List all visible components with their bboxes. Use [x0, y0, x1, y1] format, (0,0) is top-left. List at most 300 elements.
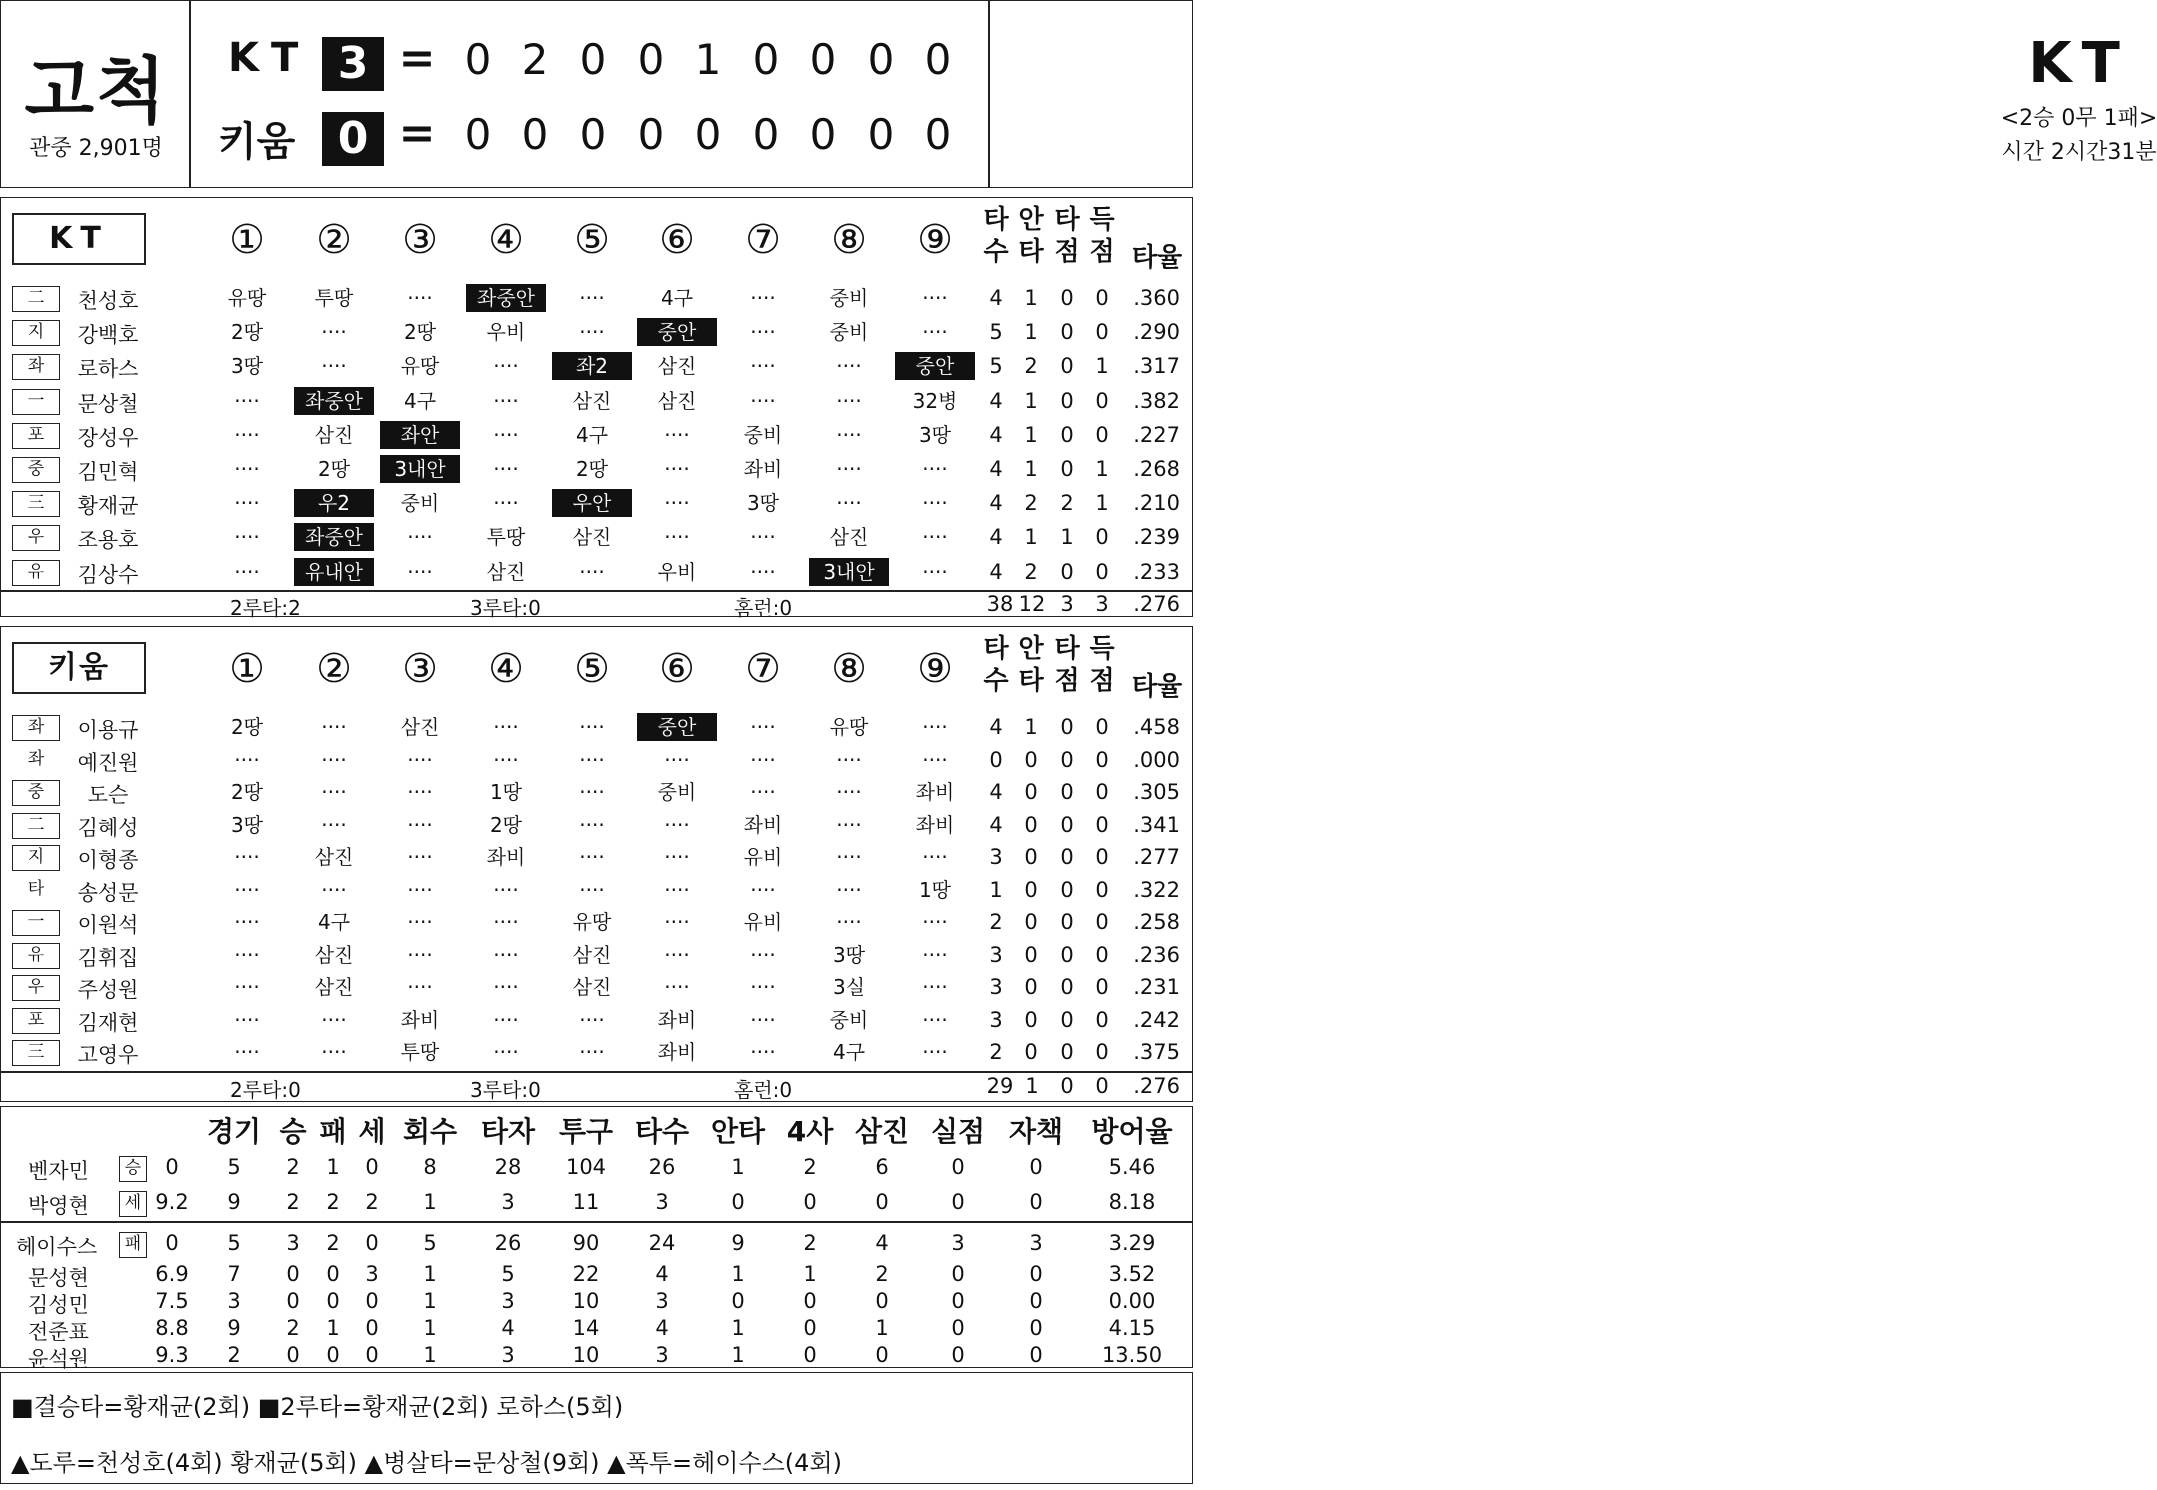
at-bat-result: ···· [836, 388, 862, 413]
at-bat-result: ···· [836, 422, 862, 447]
at-bat-result-hit: 좌안 [380, 421, 460, 449]
batter-position: 一 [12, 910, 60, 936]
batter-stat-r: 1 [1095, 354, 1109, 379]
stat-header-bottom: 타 [1018, 666, 1044, 696]
pitcher-decision: 승 [119, 1156, 147, 1182]
pitcher-stat: 26 [648, 1155, 676, 1179]
pitcher-stat: 2 [803, 1231, 817, 1255]
pitcher-stat: 13.50 [1101, 1343, 1163, 1367]
team-total-r: 0 [1095, 1074, 1109, 1098]
batter-stat-ab: 3 [989, 1007, 1003, 1032]
batter-avg: .000 [1133, 747, 1180, 772]
batter-stat-h: 0 [1024, 975, 1038, 999]
batter-avg: .360 [1133, 286, 1180, 310]
at-bat-result: ···· [234, 422, 260, 447]
batter-stat-r: 0 [1095, 845, 1109, 869]
batter-stat-ab: 4 [989, 715, 1003, 739]
linescore-inning-score: 0 [694, 110, 722, 159]
stat-header-bottom: 타 [1018, 237, 1044, 267]
pitcher-stat: 1 [731, 1262, 745, 1286]
pitcher-stat: 4.15 [1108, 1316, 1156, 1340]
kiwoom-team-label: 키움 [12, 642, 146, 694]
batter-stat-h: 0 [1024, 1007, 1038, 1032]
stat-header-bottom: 점 [1089, 666, 1115, 696]
pitcher-stat: 1 [423, 1190, 437, 1214]
at-bat-result: ···· [321, 1040, 347, 1064]
pitcher-stat: 1 [326, 1155, 340, 1179]
at-bat-result: 32병 [912, 388, 958, 413]
at-bat-result: ···· [579, 559, 605, 584]
pitcher-stat: 0 [803, 1343, 817, 1367]
at-bat-result-hit: 우2 [294, 489, 374, 517]
pitcher-stat: 2 [286, 1316, 300, 1340]
inning-header-circle: ② [316, 217, 352, 263]
batter-name: 김상수 [77, 562, 139, 587]
pitcher-stat: 90 [572, 1231, 600, 1255]
batter-avg: .341 [1133, 812, 1180, 837]
at-bat-result: ···· [493, 910, 519, 934]
at-bat-result: ···· [750, 1040, 776, 1064]
batter-avg: .290 [1133, 320, 1180, 345]
at-bat-result: ···· [234, 877, 260, 902]
batter-stat-r: 0 [1095, 715, 1109, 739]
batter-name: 이원석 [77, 913, 139, 937]
batter-avg: .210 [1133, 491, 1180, 516]
pitcher-stat: 2 [326, 1190, 340, 1214]
batter-stat-h: 0 [1024, 747, 1038, 772]
at-bat-result: ···· [664, 491, 690, 516]
pitching-header: 4사 [786, 1115, 834, 1148]
pitcher-stat: 3.52 [1108, 1262, 1156, 1286]
at-bat-result: ···· [493, 388, 519, 413]
pitcher-stat: 9 [227, 1190, 241, 1214]
inning-header-circle: ② [316, 646, 352, 692]
stat-header-top: 안 [1018, 634, 1044, 664]
linescore-box [190, 0, 990, 188]
pitcher-stat: 10 [572, 1289, 600, 1313]
inning-header-circle: ⑨ [917, 217, 953, 263]
at-bat-result-hit: 좌2 [552, 352, 632, 380]
at-bat-result: ···· [579, 286, 605, 310]
batter-stat-h: 0 [1024, 780, 1038, 804]
at-bat-result: ···· [579, 845, 605, 869]
at-bat-result: ···· [922, 559, 948, 584]
at-bat-result-hit: 유내안 [294, 558, 374, 586]
at-bat-result: ···· [664, 877, 690, 902]
at-bat-result: 삼진 [572, 388, 612, 413]
pitcher-stat: 2 [286, 1190, 300, 1214]
pitcher-stat: 0 [731, 1190, 745, 1214]
batter-name: 예진원 [77, 750, 139, 775]
at-bat-result: ···· [750, 559, 776, 584]
at-bat-result: ···· [407, 910, 433, 934]
batter-name: 김혜성 [77, 815, 139, 840]
at-bat-result: ···· [407, 780, 433, 804]
pitcher-stat: 3 [1029, 1231, 1043, 1255]
inning-header-circle: ⑧ [831, 646, 867, 692]
at-bat-result: 삼진 [314, 845, 354, 869]
team-total-h: 1 [1025, 1074, 1039, 1098]
at-bat-result: ···· [922, 286, 948, 310]
pitcher-stat: 2 [803, 1155, 817, 1179]
at-bat-result: 4구 [403, 388, 437, 413]
at-bat-result: 좌비 [486, 845, 526, 869]
batter-stat-ab: 1 [989, 877, 1003, 902]
batter-name: 장성우 [77, 425, 139, 450]
pitcher-entry: 0 [165, 1155, 179, 1179]
at-bat-result: 2땅 [230, 715, 264, 739]
at-bat-result: ···· [493, 975, 519, 999]
batter-avg: .322 [1133, 877, 1180, 902]
at-bat-result: ···· [579, 812, 605, 837]
at-bat-result: ···· [579, 1040, 605, 1064]
pitcher-stat: 3 [655, 1343, 669, 1367]
at-bat-result: 삼진 [657, 354, 697, 379]
attendance: 관중 2,901명 [29, 136, 163, 161]
batter-stat-rbi: 2 [1060, 491, 1074, 516]
linescore-inning-score: 0 [924, 110, 952, 159]
batter-stat-rbi: 0 [1060, 286, 1074, 310]
batter-stat-h: 1 [1024, 286, 1038, 310]
batter-stat-h: 2 [1024, 354, 1038, 379]
batter-position: 二 [12, 286, 60, 312]
pitcher-stat: 0 [803, 1289, 817, 1313]
batter-position: 유 [12, 560, 60, 586]
at-bat-result: ···· [234, 491, 260, 516]
batter-name: 천성호 [77, 289, 139, 313]
pitcher-stat: 1 [731, 1155, 745, 1179]
at-bat-result: 중비 [829, 286, 869, 310]
pitcher-entry: 8.8 [155, 1316, 189, 1340]
at-bat-result: ···· [407, 877, 433, 902]
batter-avg: .317 [1133, 354, 1180, 379]
batter-name: 조용호 [77, 528, 139, 553]
batter-position: 중 [12, 457, 60, 483]
batter-stat-r: 0 [1095, 286, 1109, 310]
at-bat-result: 삼진 [829, 525, 869, 550]
at-bat-result: 삼진 [572, 942, 612, 967]
inning-header-circle: ① [229, 217, 265, 263]
batter-stat-rbi: 0 [1060, 910, 1074, 934]
at-bat-result: ···· [836, 845, 862, 869]
at-bat-result: ···· [234, 942, 260, 967]
footer-doubles: 2루타:2 [230, 596, 301, 620]
pitcher-stat: 4 [875, 1231, 889, 1255]
batter-avg: .239 [1133, 525, 1180, 550]
at-bat-result: ···· [407, 942, 433, 967]
pitcher-stat: 0 [951, 1316, 965, 1340]
linescore-team-total: 3 [322, 37, 384, 91]
stat-header-top: 득 [1089, 634, 1115, 664]
at-bat-result: ···· [321, 780, 347, 804]
at-bat-result: ···· [664, 975, 690, 999]
pitcher-stat: 5 [227, 1231, 241, 1255]
at-bat-result: ···· [321, 320, 347, 345]
batter-position: 유 [12, 943, 60, 969]
footer-hr: 홈런:0 [734, 596, 793, 620]
pitcher-stat: 3 [655, 1190, 669, 1214]
at-bat-result: ···· [321, 1007, 347, 1032]
batter-stat-h: 2 [1024, 559, 1038, 584]
at-bat-result: 유땅 [829, 715, 869, 739]
batter-stat-h: 0 [1024, 845, 1038, 869]
pitcher-name: 헤이수스 [16, 1235, 98, 1259]
team-total-ab: 29 [986, 1074, 1014, 1098]
batter-stat-rbi: 0 [1060, 422, 1074, 447]
notes-box [0, 1372, 1193, 1484]
linescore-inning-score: 0 [809, 35, 837, 84]
at-bat-result: ···· [321, 715, 347, 739]
at-bat-result: ···· [493, 715, 519, 739]
at-bat-result-hit: 우안 [552, 489, 632, 517]
at-bat-result: ···· [836, 877, 862, 902]
inning-header-circle: ④ [488, 646, 524, 692]
at-bat-result: ···· [922, 910, 948, 934]
pitcher-stat: 0 [365, 1343, 379, 1367]
at-bat-result: ···· [407, 286, 433, 310]
pitcher-stat: 5 [227, 1155, 241, 1179]
at-bat-result: ···· [836, 812, 862, 837]
batter-avg: .236 [1133, 942, 1180, 967]
batter-position: 포 [12, 423, 60, 449]
team-total-avg: .276 [1133, 1074, 1180, 1098]
batter-name: 문상철 [77, 391, 139, 416]
at-bat-result: ···· [836, 354, 862, 379]
stat-header-bottom: 수 [983, 237, 1009, 267]
notes-line-1: ■결승타=황재균(2회) ■2루타=황재균(2회) 로하스(5회) [11, 1393, 624, 1421]
pitcher-stat: 0 [803, 1190, 817, 1214]
batter-stat-rbi: 0 [1060, 1040, 1074, 1064]
batter-stat-r: 0 [1095, 388, 1109, 413]
stat-header-top: 타 [983, 205, 1009, 235]
pitcher-stat: 0 [951, 1155, 965, 1179]
batter-stat-ab: 0 [989, 747, 1003, 772]
at-bat-result: ···· [750, 1007, 776, 1032]
kt-team-label: KT [12, 213, 146, 265]
pitcher-name: 박영현 [28, 1194, 89, 1218]
at-bat-result: ···· [922, 1007, 948, 1032]
pitching-header: 실점 [930, 1115, 986, 1148]
batter-stat-h: 1 [1024, 457, 1038, 481]
at-bat-result: 우비 [486, 320, 526, 345]
at-bat-result: 삼진 [486, 559, 526, 584]
batter-stat-h: 0 [1024, 1040, 1038, 1064]
batter-avg: .227 [1133, 422, 1180, 447]
at-bat-result: ···· [922, 491, 948, 516]
linescore-equals: = [398, 33, 436, 84]
inning-header-circle: ③ [402, 646, 438, 692]
batter-name: 강백호 [77, 323, 139, 348]
pitcher-stat: 22 [572, 1262, 600, 1286]
batter-stat-ab: 4 [989, 780, 1003, 804]
pitching-header: 회수 [402, 1115, 458, 1148]
batter-position: 一 [12, 389, 60, 415]
at-bat-result: 3땅 [230, 812, 264, 837]
at-bat-result: ···· [493, 457, 519, 481]
pitcher-stat: 1 [875, 1316, 889, 1340]
at-bat-result: ···· [579, 1007, 605, 1032]
linescore-team-name: 키움 [218, 119, 296, 165]
pitcher-stat: 0 [365, 1155, 379, 1179]
at-bat-result: 유땅 [227, 286, 267, 310]
batter-position: 타 [27, 878, 45, 899]
batter-stat-rbi: 0 [1060, 747, 1074, 772]
batter-stat-rbi: 0 [1060, 942, 1074, 967]
at-bat-result: ···· [664, 910, 690, 934]
batter-position: 三 [12, 1040, 60, 1066]
pitcher-stat: 1 [803, 1262, 817, 1286]
pitcher-stat: 2 [286, 1155, 300, 1179]
batter-stat-ab: 4 [989, 559, 1003, 584]
series-record: <2승 0무 1패> [2000, 106, 2157, 131]
pitcher-stat: 0 [286, 1262, 300, 1286]
stat-header-top: 타 [983, 634, 1009, 664]
batter-position: 포 [12, 1008, 60, 1034]
batter-avg: .268 [1133, 457, 1180, 481]
at-bat-result: ···· [234, 1040, 260, 1064]
batter-stat-r: 0 [1095, 910, 1109, 934]
batter-avg: .382 [1133, 388, 1180, 413]
pitcher-stat: 2 [326, 1231, 340, 1255]
at-bat-result: ···· [750, 320, 776, 345]
at-bat-result: 삼진 [314, 942, 354, 967]
footer-doubles: 2루타:0 [230, 1078, 301, 1102]
at-bat-result: 삼진 [314, 975, 354, 999]
pitcher-stat: 2 [365, 1190, 379, 1214]
at-bat-result: ···· [836, 780, 862, 804]
pitching-header: 안타 [710, 1115, 766, 1148]
pitcher-stat: 3 [501, 1343, 515, 1367]
winner-team: KT [2028, 31, 2130, 96]
batter-stat-rbi: 0 [1060, 457, 1074, 481]
batter-name: 김휘집 [77, 945, 139, 970]
batter-stat-ab: 5 [989, 354, 1003, 379]
batter-name: 김민혁 [77, 460, 139, 484]
at-bat-result: ···· [493, 1007, 519, 1032]
pitcher-stat: 0 [326, 1262, 340, 1286]
batter-stat-rbi: 0 [1060, 845, 1074, 869]
team-total-ab: 38 [986, 592, 1014, 616]
pitcher-entry: 9.2 [155, 1190, 189, 1214]
at-bat-result: ···· [922, 457, 948, 481]
batter-stat-ab: 5 [989, 320, 1003, 345]
stat-header-bottom: 점 [1054, 237, 1080, 267]
at-bat-result: ···· [493, 422, 519, 447]
at-bat-result: ···· [321, 747, 347, 772]
at-bat-result: 4구 [317, 910, 351, 934]
batter-position: 중 [12, 780, 60, 806]
pitcher-stat: 0.00 [1108, 1289, 1156, 1313]
batter-stat-ab: 4 [989, 286, 1003, 310]
pitcher-stat: 0 [1029, 1262, 1043, 1286]
linescore-inning-score: 0 [867, 35, 895, 84]
pitcher-stat: 0 [365, 1231, 379, 1255]
pitcher-stat: 2 [875, 1262, 889, 1286]
batter-stat-rbi: 0 [1060, 354, 1074, 379]
inning-header-circle: ⑦ [745, 217, 781, 263]
batter-stat-ab: 4 [989, 491, 1003, 516]
result-box [988, 0, 2157, 188]
pitcher-stat: 1 [423, 1289, 437, 1313]
at-bat-result: ···· [664, 457, 690, 481]
pitcher-stat: 8 [423, 1155, 437, 1179]
pitcher-stat: 0 [286, 1343, 300, 1367]
at-bat-result: 4구 [660, 286, 694, 310]
linescore-inning-score: 0 [924, 35, 952, 84]
notes-line-2: ▲도루=천성호(4회) 황재균(5회) ▲병살타=문상철(9회) ▲폭투=헤이수스(4회) [11, 1449, 842, 1477]
at-bat-result: ···· [664, 845, 690, 869]
pitcher-stat: 0 [365, 1316, 379, 1340]
at-bat-result: ···· [321, 877, 347, 902]
game-duration: 시간 2시간31분 [2001, 140, 2157, 165]
at-bat-result: ···· [750, 715, 776, 739]
batter-stat-ab: 4 [989, 388, 1003, 413]
pitching-header: 타자 [480, 1115, 536, 1148]
pitching-header: 세 [358, 1115, 386, 1148]
linescore-team-total: 0 [322, 112, 384, 166]
batter-name: 주성원 [77, 978, 139, 1002]
at-bat-result: 중비 [743, 422, 783, 447]
at-bat-result: ···· [664, 525, 690, 550]
batter-stat-r: 0 [1095, 1040, 1109, 1064]
batter-stat-ab: 4 [989, 812, 1003, 837]
at-bat-result: 3땅 [746, 491, 780, 516]
at-bat-result: 3실 [832, 975, 866, 999]
pitcher-stat: 0 [875, 1343, 889, 1367]
inning-header-circle: ③ [402, 217, 438, 263]
batter-stat-r: 0 [1095, 877, 1109, 902]
pitcher-entry: 0 [165, 1231, 179, 1255]
pitcher-stat: 3 [365, 1262, 379, 1286]
at-bat-result: 좌비 [657, 1040, 697, 1064]
linescore-inning-score: 0 [521, 110, 549, 159]
footer-triples: 3루타:0 [470, 1078, 541, 1102]
at-bat-result: 우비 [657, 559, 697, 584]
batter-stat-h: 0 [1024, 877, 1038, 902]
batter-position: 우 [12, 975, 60, 1001]
pitcher-stat: 5 [501, 1262, 515, 1286]
at-bat-result: 3땅 [918, 422, 952, 447]
pitcher-stat: 1 [423, 1262, 437, 1286]
batter-avg: .242 [1133, 1007, 1180, 1032]
pitching-header: 승 [279, 1115, 307, 1148]
at-bat-result: ···· [750, 354, 776, 379]
batter-stat-r: 0 [1095, 559, 1109, 584]
at-bat-result: 1땅 [918, 877, 952, 902]
kiwoom-footer-separator [0, 1071, 1193, 1073]
at-bat-result: ···· [493, 1040, 519, 1064]
at-bat-result: 삼진 [400, 715, 440, 739]
at-bat-result: 유비 [743, 910, 783, 934]
at-bat-result: ···· [579, 320, 605, 345]
at-bat-result: 중비 [657, 780, 697, 804]
at-bat-result: 중비 [829, 1007, 869, 1032]
pitching-header: 경기 [206, 1115, 262, 1148]
inning-header-circle: ⑥ [659, 646, 695, 692]
batter-name: 김재현 [77, 1010, 139, 1035]
linescore-inning-score: 1 [694, 35, 722, 84]
pitcher-stat: 9 [731, 1231, 745, 1255]
pitcher-stat: 2 [227, 1343, 241, 1367]
batter-stat-h: 2 [1024, 491, 1038, 516]
batter-position: 우 [12, 525, 60, 551]
batter-stat-r: 0 [1095, 1007, 1109, 1032]
batter-stat-rbi: 0 [1060, 320, 1074, 345]
linescore-equals: = [398, 108, 436, 159]
stat-header-avg: 타율 [1131, 243, 1183, 273]
team-total-rbi: 0 [1060, 1074, 1074, 1098]
at-bat-result: ···· [922, 1040, 948, 1064]
